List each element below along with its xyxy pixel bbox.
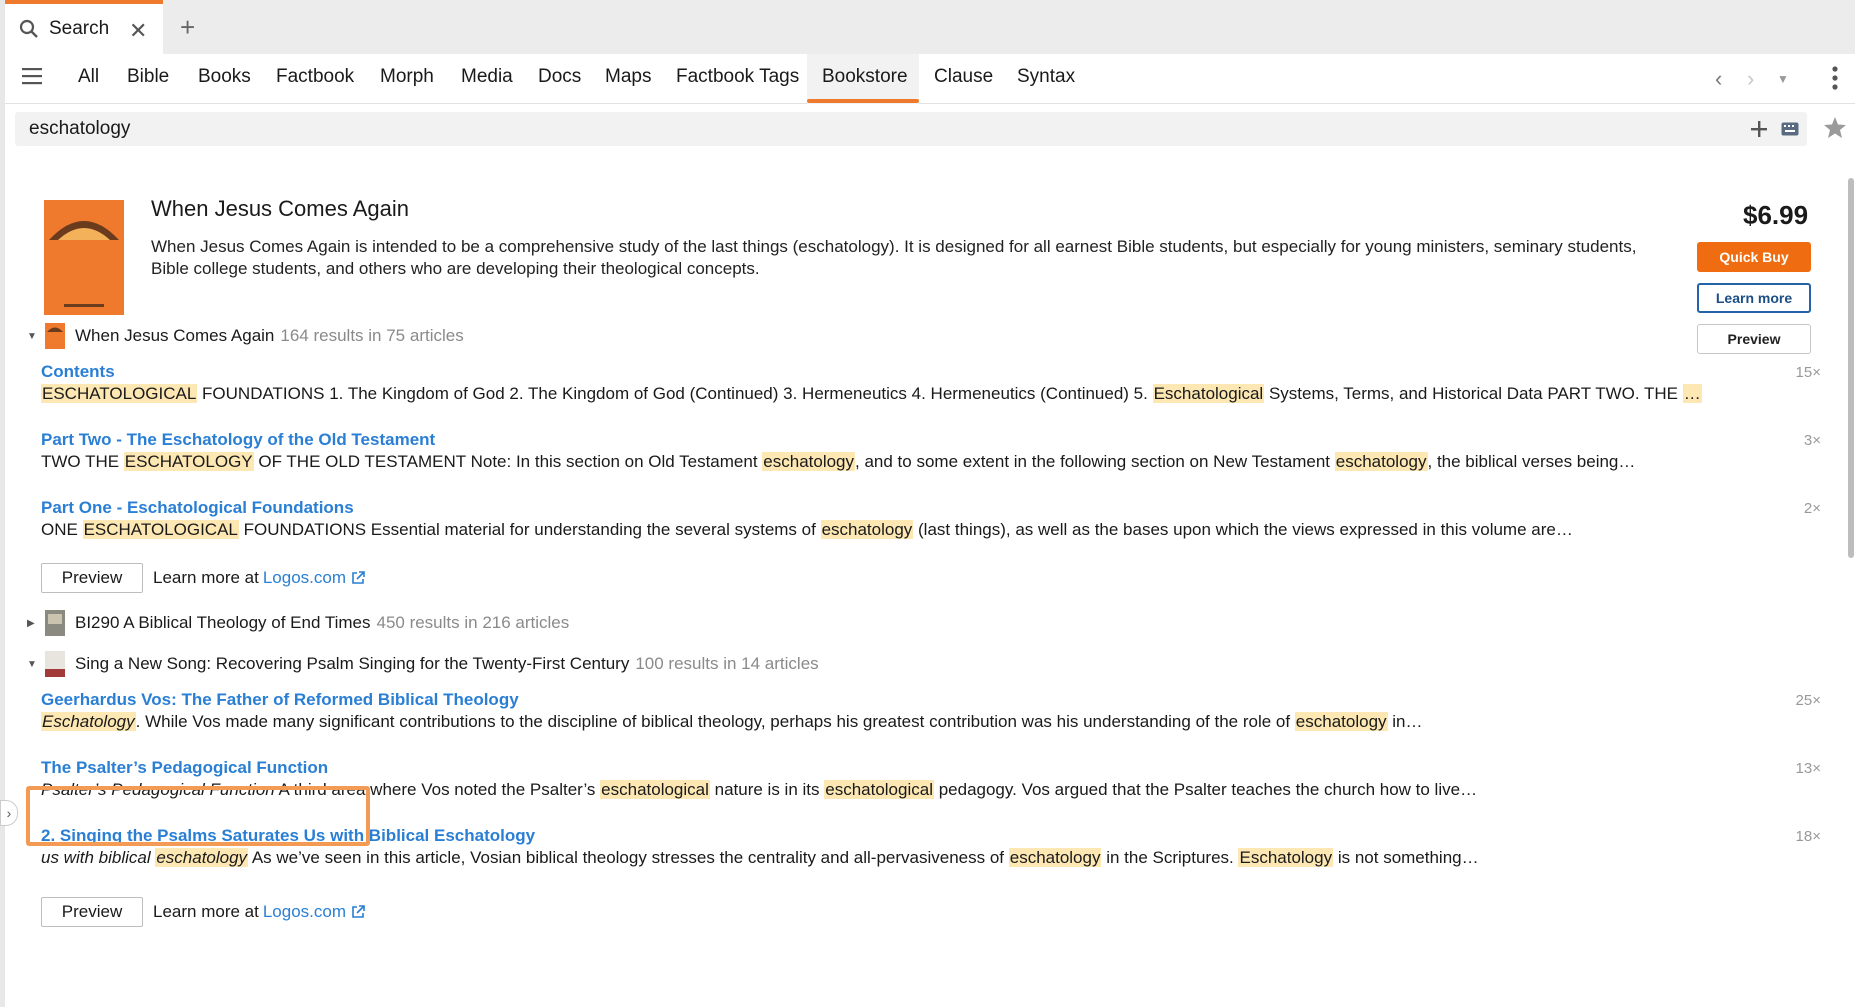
focus-highlight bbox=[26, 786, 370, 846]
tab-bookstore[interactable]: Bookstore bbox=[822, 66, 908, 87]
result-snippet: us with biblical eschatology As we’ve seen in this article, Vosian biblical theology stresses the centrality and all-pervasiveness of eschatology in the Scriptures. Eschatology is not something… bbox=[41, 848, 1479, 867]
tab-books[interactable]: Books bbox=[198, 66, 251, 87]
new-tab-button[interactable]: + bbox=[180, 12, 196, 42]
quick-buy-button[interactable]: Quick Buy bbox=[1697, 242, 1811, 272]
add-icon[interactable] bbox=[1750, 120, 1768, 138]
logos-link[interactable]: Logos.com bbox=[262, 902, 347, 921]
book-thumbnail-icon bbox=[45, 651, 65, 677]
search-query-text: eschatology bbox=[29, 118, 131, 139]
result-item bbox=[41, 362, 1821, 404]
result-multiplier: 2× bbox=[1803, 500, 1821, 517]
tab-strip bbox=[5, 0, 1855, 54]
back-icon[interactable]: ‹ bbox=[1715, 66, 1723, 91]
external-link-icon[interactable] bbox=[351, 571, 365, 585]
result-title-link[interactable]: 2. Singing the Psalms Saturates Us with Biblical Eschatology bbox=[41, 826, 536, 845]
learn-more-label: Learn more at bbox=[153, 902, 259, 921]
result-title-link[interactable]: Contents bbox=[41, 362, 115, 381]
result-multiplier: 3× bbox=[1803, 432, 1821, 449]
tab-factbook[interactable]: Factbook bbox=[276, 66, 355, 87]
panel-expand-icon[interactable]: › bbox=[0, 800, 18, 826]
expand-toggle-icon[interactable]: ▼ bbox=[27, 330, 37, 342]
result-item bbox=[41, 498, 1821, 540]
search-input[interactable] bbox=[15, 112, 1807, 146]
tab-syntax[interactable]: Syntax bbox=[1017, 66, 1076, 87]
result-multiplier: 15× bbox=[1795, 364, 1821, 381]
result-snippet: Psalter’s Pedagogical Function A third area where Vos noted the Psalter’s eschatological nature is in its eschatological pedagogy. Vos argued that the Psalter teaches the church how to live… bbox=[41, 780, 1478, 799]
group-count: 450 results in 216 articles bbox=[376, 613, 570, 632]
learn-more-label: Learn more at bbox=[153, 568, 259, 587]
active-tab-indicator bbox=[807, 99, 919, 103]
category-bar bbox=[5, 54, 1855, 104]
result-snippet: TWO THE ESCHATOLOGY OF THE OLD TESTAMENT Note: In this section on Old Testament eschatology, and to some extent in the following section on New Testament eschatology, the biblical verses being… bbox=[41, 452, 1636, 471]
result-title-link[interactable]: The Psalter’s Pedagogical Function bbox=[41, 758, 329, 777]
tab-bible[interactable]: Bible bbox=[127, 66, 170, 87]
tab-morph[interactable]: Morph bbox=[380, 66, 434, 87]
expand-toggle-icon[interactable]: ▶ bbox=[27, 617, 35, 629]
result-item bbox=[41, 430, 1821, 472]
tab-clause[interactable]: Clause bbox=[934, 66, 994, 87]
result-multiplier: 13× bbox=[1795, 760, 1821, 777]
result-item bbox=[41, 690, 1821, 732]
tab-label: Search bbox=[49, 18, 110, 39]
group-title: BI290 A Biblical Theology of End Times bbox=[75, 613, 371, 632]
expand-toggle-icon[interactable]: ▼ bbox=[27, 658, 37, 670]
tab-docs[interactable]: Docs bbox=[538, 66, 582, 87]
tab-all[interactable]: All bbox=[78, 66, 100, 87]
results-panel bbox=[5, 160, 1845, 1007]
result-group-3[interactable] bbox=[27, 651, 819, 677]
book-cover-image[interactable] bbox=[44, 200, 124, 315]
result-multiplier: 25× bbox=[1795, 692, 1821, 709]
logos-link[interactable]: Logos.com bbox=[262, 568, 347, 587]
keyboard-icon[interactable] bbox=[1781, 122, 1799, 136]
result-title-link[interactable]: Geerhardus Vos: The Father of Reformed Biblical Theology bbox=[41, 690, 519, 709]
book-thumbnail-icon bbox=[45, 323, 65, 349]
result-title-link[interactable]: Part One - Eschatological Foundations bbox=[41, 498, 354, 517]
vertical-scrollbar[interactable] bbox=[1848, 178, 1854, 558]
favorite-star-icon[interactable] bbox=[1823, 116, 1847, 139]
search-icon bbox=[19, 19, 39, 39]
product-title[interactable]: When Jesus Comes Again bbox=[151, 196, 410, 221]
group-title: Sing a New Song: Recovering Psalm Singing for the Twenty-First Century bbox=[75, 654, 630, 673]
tab-factbook-tags[interactable]: Factbook Tags bbox=[676, 66, 800, 87]
learn-more-button[interactable]: Learn more bbox=[1697, 283, 1811, 313]
group-count: 164 results in 75 articles bbox=[280, 326, 464, 345]
forward-icon[interactable]: › bbox=[1747, 66, 1755, 91]
result-snippet: Eschatology. While Vos made many significant contributions to the discipline of biblical theology, perhaps his greatest contribution was his understanding of the role of eschatology in… bbox=[42, 712, 1423, 731]
group-footer bbox=[41, 897, 365, 927]
group-title: When Jesus Comes Again bbox=[75, 326, 275, 345]
preview-button[interactable]: Preview bbox=[41, 897, 143, 927]
tab-media[interactable]: Media bbox=[461, 66, 513, 87]
product-description: When Jesus Comes Again is intended to be a comprehensive study of the last things (eschatology). It is designed for all earnest Bible students, but especially for young ministers, seminary students, Bible college students, and others who are developing their theological concepts. bbox=[151, 237, 1637, 278]
result-group-2[interactable] bbox=[27, 610, 569, 636]
tab-maps[interactable]: Maps bbox=[605, 66, 652, 87]
group-footer bbox=[41, 563, 365, 593]
group-count: 100 results in 14 articles bbox=[635, 654, 819, 673]
history-dropdown-icon[interactable]: ▼ bbox=[1777, 72, 1789, 86]
hamburger-menu-icon[interactable] bbox=[22, 67, 42, 85]
book-thumbnail-icon bbox=[45, 610, 65, 636]
result-multiplier: 18× bbox=[1795, 828, 1821, 845]
external-link-icon[interactable] bbox=[351, 905, 365, 919]
tab-search[interactable] bbox=[5, 0, 163, 54]
result-snippet: ONE ESCHATOLOGICAL FOUNDATIONS Essential material for understanding the several systems of eschatology (last things), as well as the bases upon which the views expressed in this volume are… bbox=[41, 520, 1573, 539]
preview-button[interactable]: Preview bbox=[41, 563, 143, 593]
more-options-icon[interactable] bbox=[1832, 66, 1838, 90]
close-icon[interactable]: ✕ bbox=[129, 18, 148, 43]
preview-button[interactable]: Preview bbox=[1697, 324, 1811, 354]
result-snippet: ESCHATOLOGICAL FOUNDATIONS 1. The Kingdom of God 2. The Kingdom of God (Continued) 3. Hermeneutics 4. Hermeneutics (Continued) 5. Eschatological Systems, Terms, and Historical Data PART TWO. THE … bbox=[42, 384, 1701, 403]
result-title-link[interactable]: Part Two - The Eschatology of the Old Testament bbox=[41, 430, 436, 449]
result-group-1[interactable] bbox=[27, 323, 464, 349]
product-price: $6.99 bbox=[1743, 200, 1809, 230]
